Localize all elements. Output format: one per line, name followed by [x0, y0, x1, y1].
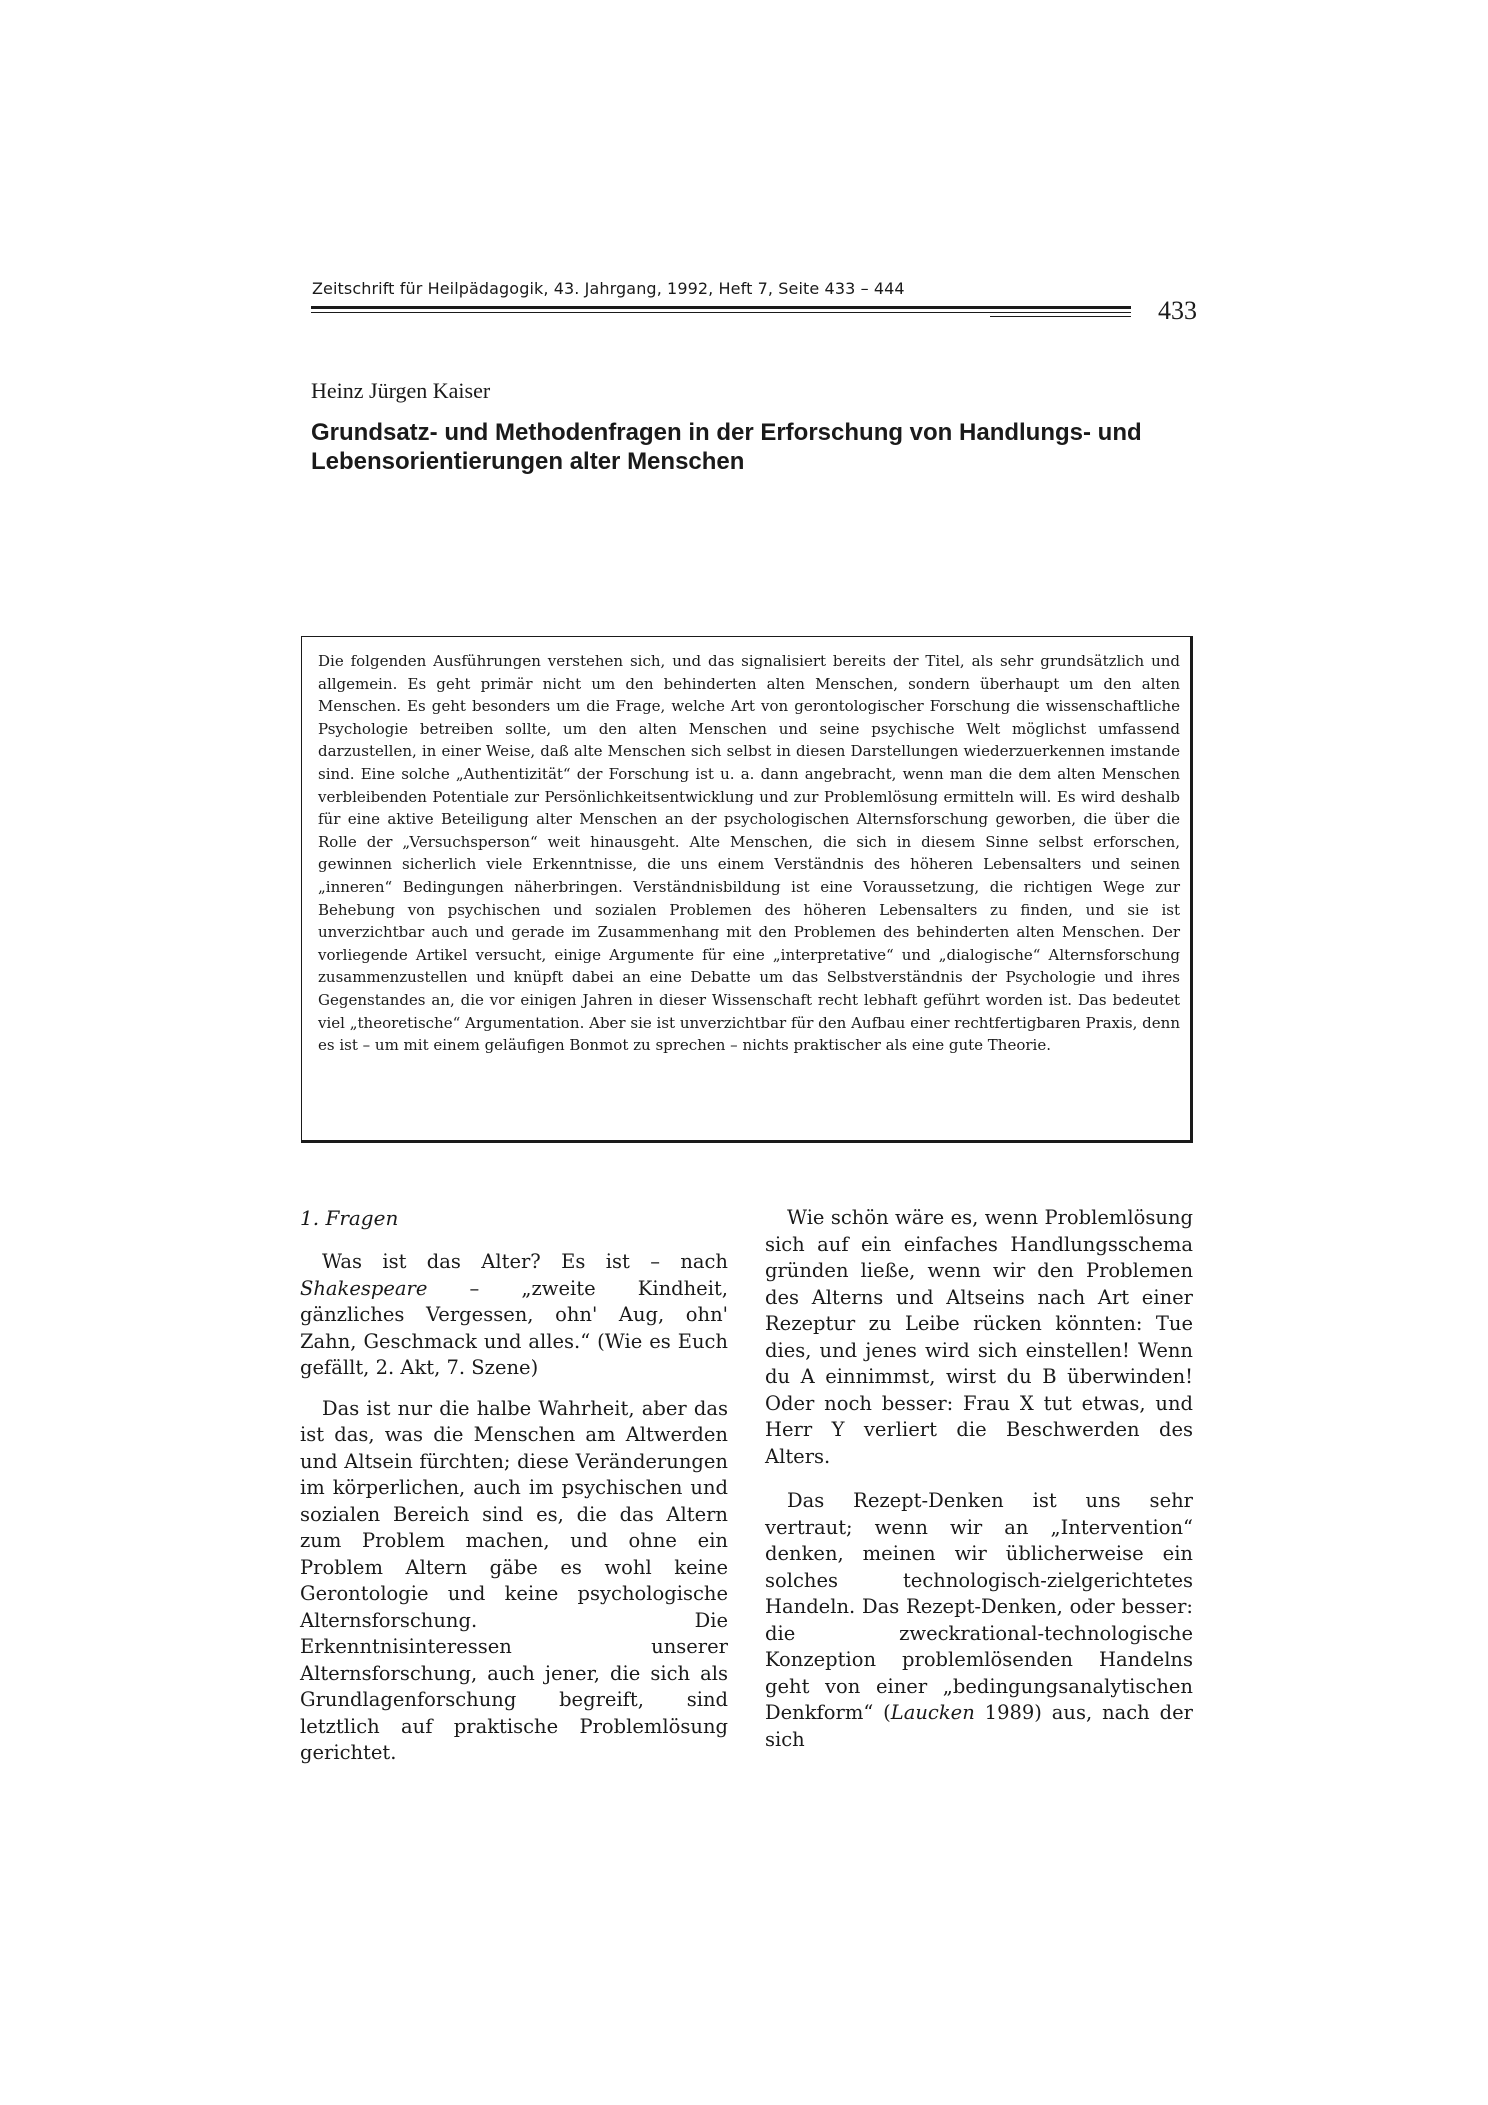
article-title-line-1: Grundsatz- und Methodenfragen in der Erforschung von Handlungs- und — [311, 419, 1142, 446]
right-paragraph-1: Wie schön wäre es, wenn Problemlösung sich auf ein einfaches Handlungsschema gründen ließe, wenn wir den Problemen des Alterns und Altseins nach Art einer Rezeptur zu Leibe rücken könnten: Tue dies, und jenes wird sich einstellen! Wenn du A einnimmst, wirst du B überwinden! Oder noch besser: Frau X tut etwas, und Herr Y verliert die Beschwerden des Alters. — [765, 1206, 1193, 1468]
header-rule-thin — [311, 312, 1131, 313]
journal-citation: Zeitschrift für Heilpädagogik, 43. Jahrgang, 1992, Heft 7, Seite 433 – 444 — [312, 279, 905, 298]
left-paragraph: Das ist nur die halbe Wahrheit, aber das ist das, was die Menschen am Altwerden und Altsein fürchten; diese Veränderungen im körperlichen, auch im psychischen und sozialen Bereich sind es, die das Altern zum Problem machen, und ohne ein Problem Altern gäbe es wohl keine Gerontologie und keine psychologische Alternsforschung. Die Erkenntnisinteressen unserer Alternsforschung, auch jener, die sich als Grundlagenforschung begreift, sind letztlich auf praktische Problemlösung gerichtet. — [300, 1396, 728, 1764]
header-rule-thick — [311, 306, 1131, 309]
article-author: Heinz Jürgen Kaiser — [311, 378, 491, 403]
cited-author: Laucken — [890, 1701, 975, 1724]
page-number: 433 — [1158, 296, 1197, 325]
article-title-line-2: Lebensorientierungen alter Menschen — [311, 448, 745, 475]
right-paragraph-2-start: Das Rezept-Denken ist uns sehr vertraut; wenn wir an „Intervention“ denken, meinen wir üblicherweise ein solches technologisch-zielgerichtetes Handeln. Das Rezept-Denken, oder besser: die zweckrational-technologische Konzeption problemlösenden Handelns geht von einer „bedingungsanalytischen Denkform“ ( — [765, 1489, 1193, 1724]
quote-intro: Was ist das Alter? Es ist – nach — [322, 1250, 728, 1273]
abstract-text: Die folgenden Ausführungen verstehen sich, und das signalisiert bereits der Titel, als sehr grundsätzlich und allgemein. Es geht primär nicht um den behinderten alten Menschen, sondern überhaupt um den alten Menschen. Es geht besonders um die Frage, welche Art von gerontologischer Forschung die wissenschaftliche Psychologie betreiben sollte, um den alten Menschen und seine psychische Welt möglichst umfassend darzustellen, in einer Weise, daß alte Menschen sich selbst in diesen Darstellungen wiederzuerkennen imstande sind. Eine solche „Authentizität“ der Forschung ist u. a. dann angebracht, wenn man die dem alten Menschen verbleibenden Potentiale zur Persönlichkeitsentwicklung und zur Problemlösung ermitteln will. Es wird deshalb für eine aktive Beteiligung alter Menschen an der psychologischen Alternsforschung geworben, die über die Rolle der „Versuchsperson“ weit hinausgeht. Alte Menschen, die sich in diesem Sinne selbst erforschen, gewinnen sicherlich viele Erkenntnisse, die uns einem Verständnis des höheren Lebensalters und seinen „inneren“ Bedingungen näherbringen. Verständnisbildung ist eine Voraussetzung, die richtigen Wege zur Behebung von psychischen und sozialen Problemen des höheren Lebensalters zu finden, und sie ist unverzichtbar auch und gerade im Zusammenhang mit den Problemen des behinderten alten Menschen. Der vorliegende Artikel versucht, einige Argumente für eine „interpretative“ und „dialogische“ Alternsforschung zusammenzustellen und knüpft dabei an eine Debatte um das Selbstverständnis der Psychologie und ihres Gegenstandes an, die vor einigen Jahren in dieser Wissenschaft recht lebhaft geführt worden ist. Das bedeutet viel „theoretische“ Argumentation. Aber sie ist unverzichtbar für den Aufbau einer rechtfertigbaren Praxis, denn es ist – um mit einem geläufigen Bonmot zu sprechen – nichts praktischer als eine gute Theorie. — [318, 652, 1180, 1055]
right-paragraph-2-end: 1989) aus, nach der sich — [765, 1701, 1193, 1751]
right-column — [765, 1205, 1193, 1771]
quote-author: Shakespeare — [300, 1276, 428, 1300]
header-rule-short — [990, 316, 1131, 317]
quote-text: – „zweite Kindheit, gänzliches Vergessen, ohn' Aug, ohn' Zahn, Geschmack und alles.“ (Wie es Euch gefällt, 2. Akt, 7. Szene) — [300, 1276, 728, 1379]
left-column — [300, 1205, 728, 1781]
shakespeare-quote — [300, 1249, 728, 1382]
article-title — [311, 418, 1191, 476]
section-heading: 1. Fragen — [300, 1206, 399, 1230]
right-paragraph-2 — [765, 1488, 1193, 1753]
